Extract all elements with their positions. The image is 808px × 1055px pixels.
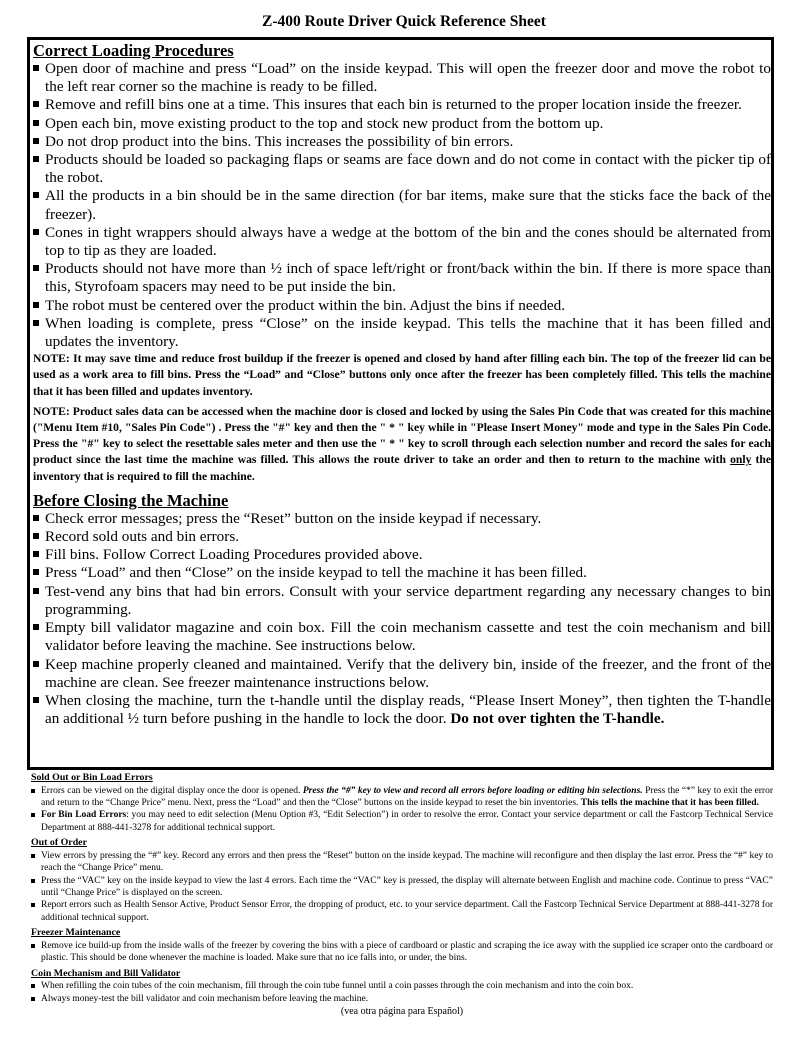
list-item: Open door of machine and press “Load” on the inside keypad. This will open the freezer door and move the robot to the left rear corner so the machine is ready to be filled. — [33, 60, 771, 96]
bullet-icon — [31, 903, 35, 907]
list-item: Products should be loaded so packaging flaps or seams are face down and do not come in contact with the picker tip of the robot. — [33, 151, 771, 187]
coin-list — [31, 980, 773, 1005]
list-item: Report errors such as Health Sensor Active, Product Sensor Error, the dropping of product, etc. to your service department. Call the Fastcorp Technical Service Department at 888-441-3278 for additional technical support. — [31, 899, 773, 924]
list-item: Keep machine properly cleaned and maintained. Verify that the delivery bin, inside of the freezer, and the front of the machine are clean. See freezer maintenance instructions below. — [33, 656, 771, 692]
note-frost: NOTE: It may save time and reduce frost buildup if the freezer is opened and closed by hand after filling each bin. The top of the freezer lid can be used as a work area to fill bins. Press the “Load” and “Close” buttons only once after the freezer has been completely filled. This tells the machine that it has been filled and updates inventory. — [33, 352, 771, 398]
t-handle-warning: Do not over tighten the T-handle. — [450, 710, 665, 728]
list-item: Record sold outs and bin errors. — [33, 528, 771, 546]
bullet-icon — [33, 624, 39, 630]
sold-out-list — [31, 785, 773, 835]
list-item: Products should not have more than ½ inch of space left/right or front/back within the bin. If there is more space than this, Styrofoam spacers may need to be put inside the bin. — [33, 260, 771, 296]
list-item: For Bin Load Errors: you may need to edit selection (Menu Option #3, “Edit Selection”) in order to resolve the error. Contact your service department or call the Fastcorp Technical Service Department at 888-441-3278 for additional technical support. — [31, 809, 773, 834]
note-sales-data: NOTE: Product sales data can be accessed when the machine door is closed and locked by using the Sales Pin Code that was created for this machine ("Menu Item #10, "Sales Pin Code") . Press the "#" key and then the " * " key while in "Please Insert Money" mode and type in the Sales Pin Code. Press the "#" key to select the resettable sales meter and then use the " * " key to scroll through each selection number and record the sales for each product since the last time the machine was filled. This allows the route driver to take an order and then to return to the machine with only the inventory that is required to fill the machine. — [33, 404, 771, 483]
list-item: Always money-test the bill validator and coin mechanism before leaving the machine. — [31, 993, 773, 1005]
bullet-icon — [33, 697, 39, 703]
list-item: Press the “VAC” key on the inside keypad to view the last 4 errors. Each time the “VAC” key is pressed, the display will alternate between English and machine code. Continue to press “VAC” until “Change Price” is displayed on the screen. — [31, 875, 773, 900]
freezer-heading: Freezer Maintenance — [31, 927, 121, 939]
closing-list — [33, 510, 771, 728]
bullet-icon — [33, 65, 39, 71]
list-item: Check error messages; press the “Reset” button on the inside keypad if necessary. — [33, 510, 771, 528]
bullet-icon — [33, 192, 39, 198]
bullet-icon — [31, 984, 35, 988]
closing-heading: Before Closing the Machine — [33, 490, 229, 510]
bullet-icon — [33, 120, 39, 126]
list-item: Fill bins. Follow Correct Loading Procedures provided above. — [33, 546, 771, 564]
bullet-icon — [33, 101, 39, 107]
list-item: When closing the machine, turn the t-handle until the display reads, “Please Insert Money”, then tighten the T-handle an additional ½ turn before pushing in the handle to lock the door. Do not over tighten the T-handle. — [33, 692, 771, 728]
list-item: Test-vend any bins that had bin errors. Consult with your service department regarding any necessary changes to bin programming. — [33, 583, 771, 619]
list-item: Do not drop product into the bins. This increases the possibility of bin errors. — [33, 133, 771, 151]
bullet-icon — [31, 789, 35, 793]
list-item: Press “Load” and then “Close” on the inside keypad to tell the machine it has been filled. — [33, 564, 771, 582]
list-item: Empty bill validator magazine and coin box. Fill the coin mechanism cassette and test the coin mechanism and bill validator before leaving the machine. See instructions below. — [33, 619, 771, 655]
out-of-order-list — [31, 850, 773, 924]
bullet-icon — [33, 138, 39, 144]
bullet-icon — [31, 997, 35, 1001]
bullet-icon — [33, 533, 39, 539]
list-item: Errors can be viewed on the digital display once the door is opened. Press the “#” key to view and record all errors before loading or editing bin selections. Press the “*” key to exit the error and return to the “Change Price” menu. Next, press the “Load” and then the “Close” buttons on the inside keypad to reset the bin inventories. This tells the machine that it has been filled. — [31, 785, 773, 810]
list-item: View errors by pressing the “#” key. Record any errors and then press the “Reset” button on the inside keypad. The machine will reconfigure and then display the last error. Press the “#” key to reach the “Change Price” menu. — [31, 850, 773, 875]
bullet-icon — [31, 854, 35, 858]
loading-heading: Correct Loading Procedures — [33, 41, 234, 60]
list-item: The robot must be centered over the product within the bin. Adjust the bins if needed. — [33, 297, 771, 315]
bullet-icon — [33, 229, 39, 235]
list-item: Open each bin, move existing product to the top and stock new product from the bottom up. — [33, 115, 771, 133]
bullet-icon — [33, 320, 39, 326]
list-item: When loading is complete, press “Close” on the inside keypad. This tells the machine that it has been filled and updates the inventory. — [33, 315, 771, 351]
loading-list — [33, 60, 771, 351]
emphasis-only: only — [730, 453, 752, 467]
bullet-icon — [33, 515, 39, 521]
bullet-icon — [33, 156, 39, 162]
bullet-icon — [33, 661, 39, 667]
list-item: Remove ice build-up from the inside walls of the freezer by covering the bins with a piece of cardboard or plastic and scraping the ice away with the supplied ice scraper onto the cardboard or plastic. This should be done whenever the machine is loaded. Make sure that no ice falls into, or under, the bins. — [31, 940, 773, 965]
main-procedures-box — [27, 37, 774, 770]
supplementary-sections — [31, 772, 773, 1018]
bullet-icon — [31, 879, 35, 883]
bullet-icon — [31, 813, 35, 817]
coin-heading: Coin Mechanism and Bill Validator — [31, 967, 181, 979]
freezer-list — [31, 940, 773, 965]
list-item: Remove and refill bins one at a time. This insures that each bin is returned to the proper location inside the freezer. — [33, 96, 771, 114]
page-title: Z-400 Route Driver Quick Reference Sheet — [262, 13, 546, 30]
bullet-icon — [33, 569, 39, 575]
bullet-icon — [31, 944, 35, 948]
bullet-icon — [33, 588, 39, 594]
sold-out-heading: Sold Out or Bin Load Errors — [31, 772, 153, 783]
list-item: All the products in a bin should be in the same direction (for bar items, make sure that the sticks face the back of the freezer). — [33, 187, 771, 223]
list-item: When refilling the coin tubes of the coin mechanism, fill through the coin tube funnel until a coin passes through the coin mechanism and into the coin box. — [31, 980, 773, 992]
list-item: Cones in tight wrappers should always have a wedge at the bottom of the bin and the cones should be alternated from top to tip as they are loaded. — [33, 224, 771, 260]
bullet-icon — [33, 265, 39, 271]
spanish-version-note: (vea otra página para Español) — [340, 1006, 464, 1018]
out-of-order-heading: Out of Order — [31, 837, 87, 849]
bullet-icon — [33, 551, 39, 557]
bullet-icon — [33, 302, 39, 308]
